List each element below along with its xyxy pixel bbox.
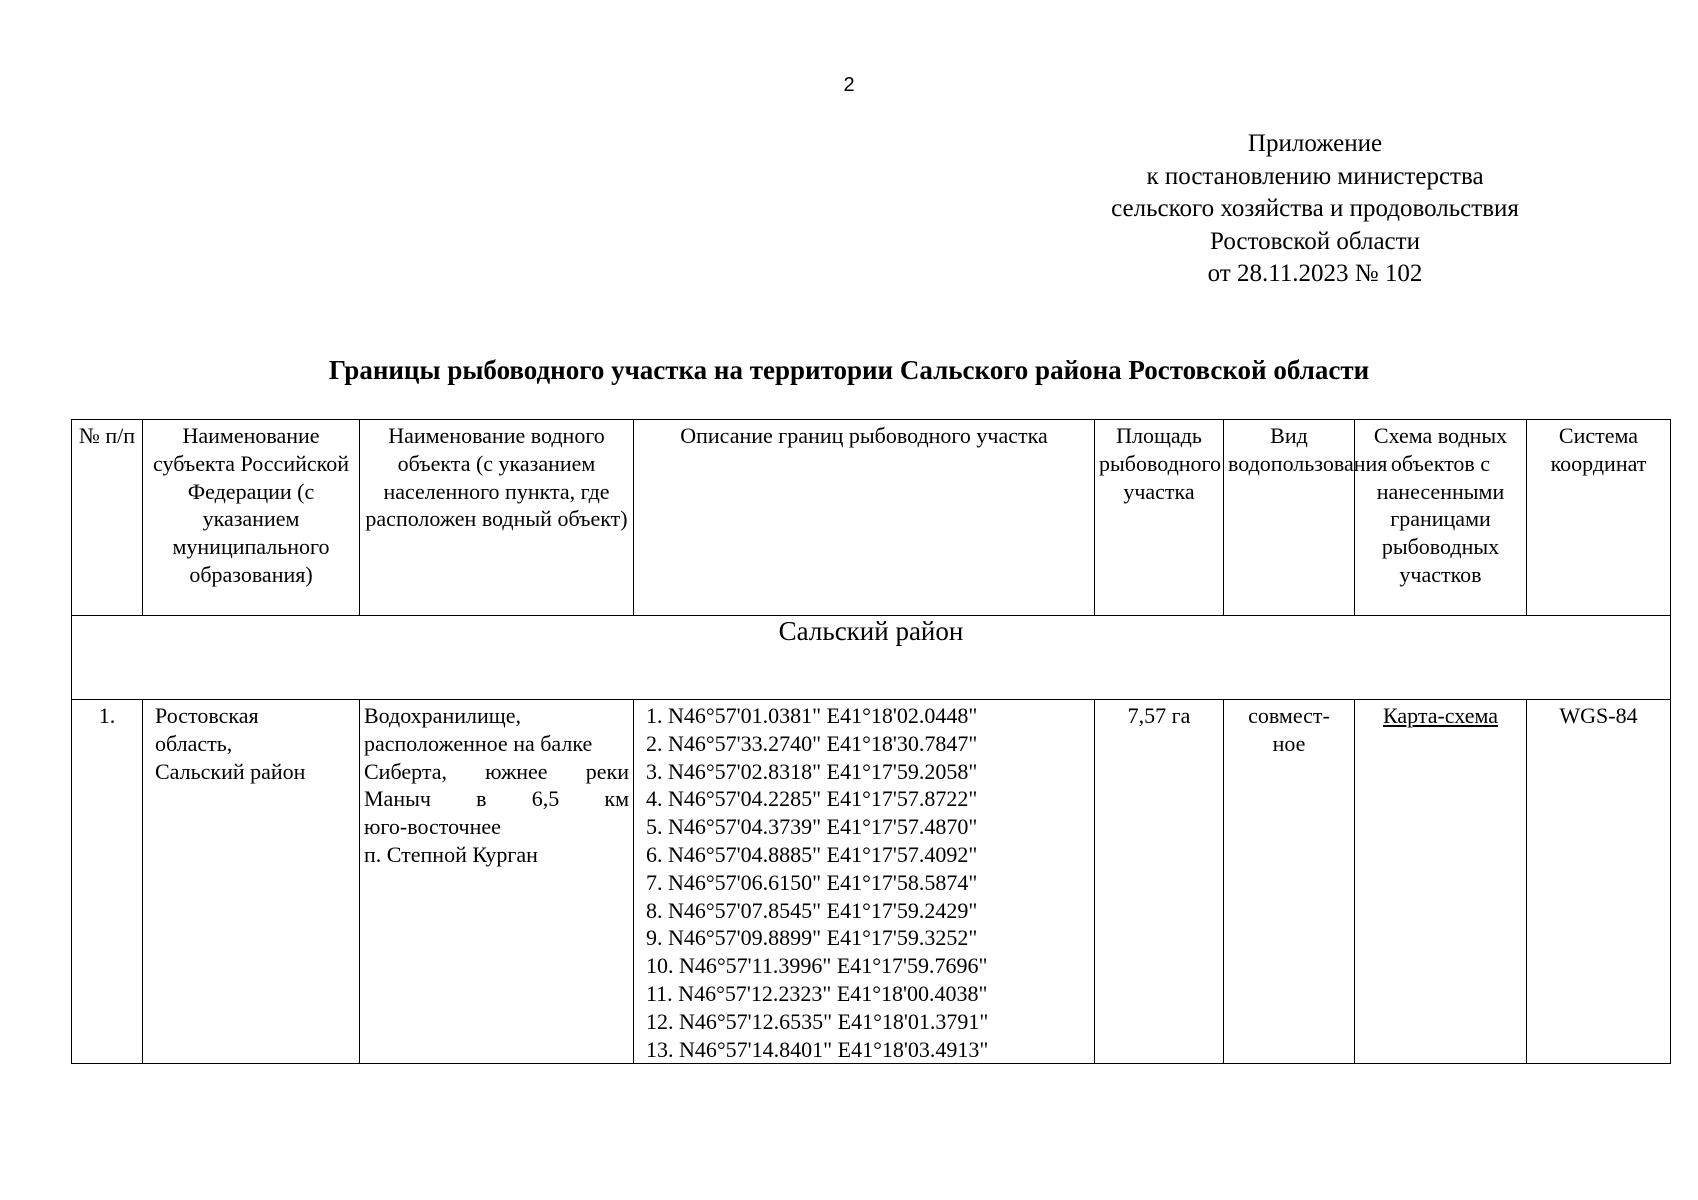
row-coordinates [634, 700, 1095, 1064]
document-title: Границы рыбоводного участка на территории Сальского района Ростовской области [328, 355, 1370, 385]
header-water-use: Вид водопользования [1224, 420, 1355, 616]
subject-line: Ростовская [155, 703, 259, 728]
row-coord-system: WGS-84 [1527, 700, 1671, 1064]
appendix-line: к постановлению министерства [1146, 162, 1484, 190]
row-water-object [360, 700, 634, 1064]
region-row [72, 616, 1671, 700]
header-coord-system: Система координат [1527, 420, 1671, 616]
header-water-object: Наименование водного объекта (с указанием населенного пункта, где расположен водный объект) [360, 420, 634, 616]
appendix-line: от 28.11.2023 № 102 [1207, 260, 1423, 287]
header-num: № п/п [72, 420, 143, 616]
row-subject [143, 700, 360, 1064]
water-object-line: юго-восточнее [364, 814, 501, 840]
row-scheme [1355, 700, 1527, 1064]
coordinate-point: 5. N46°57'04.3739" E41°17'57.4870" [646, 814, 978, 840]
coordinate-point: 4. N46°57'04.2285" E41°17'57.8722" [646, 786, 978, 812]
header-area: Площадь рыбоводного участка [1095, 420, 1224, 616]
coordinate-point: 11. N46°57'12.2323" E41°18'00.4038" [646, 980, 988, 1006]
coordinate-point: 13. N46°57'14.8401" E41°18'03.4913" [646, 1036, 989, 1062]
header-subject: Наименование субъекта Российской Федерации (с указанием муниципального образования) [143, 420, 360, 616]
row-area: 7,57 га [1095, 700, 1224, 1064]
coordinate-point: 9. N46°57'09.8899" E41°17'59.3252" [646, 925, 978, 951]
header-scheme: Схема водных объектов с нанесенными границами рыбоводных участков [1355, 420, 1527, 616]
water-use-line: совмест- [1248, 703, 1330, 728]
coordinate-point: 1. N46°57'01.0381" E41°18'02.0448" [646, 703, 978, 728]
table-row [72, 700, 1671, 1064]
coordinate-point: 10. N46°57'11.3996" E41°17'59.7696" [646, 953, 988, 979]
water-object-line: Сиберта, южнее реки [364, 758, 629, 784]
water-use-line: ное [1272, 730, 1306, 756]
page-number: 2 [843, 74, 855, 96]
table-header-row [72, 420, 1671, 616]
coordinate-point: 7. N46°57'06.6150" E41°17'58.5874" [646, 869, 978, 895]
water-object-line: расположенное на балке [364, 730, 593, 756]
row-water-use [1224, 700, 1355, 1064]
appendix-line: Ростовской области [1210, 227, 1420, 255]
boundaries-table [71, 419, 1671, 1064]
water-object-line: п. Степной Курган [364, 841, 538, 867]
coordinate-point: 6. N46°57'04.8885" E41°17'57.4092" [646, 841, 978, 867]
water-object-line: Водохранилище, [364, 703, 521, 728]
region-name: Сальский район [72, 616, 1671, 700]
coordinate-point: 3. N46°57'02.8318" E41°17'59.2058" [646, 758, 978, 784]
water-object-line: Маныч в 6,5 км [364, 786, 629, 812]
appendix-header [1040, 128, 1590, 291]
row-num: 1. [72, 700, 143, 1064]
subject-line: область, [155, 730, 233, 756]
appendix-line: сельского хозяйства и продовольствия [1111, 195, 1519, 222]
coordinate-point: 12. N46°57'12.6535" E41°18'01.3791" [646, 1008, 989, 1034]
coordinate-point: 2. N46°57'33.2740" E41°18'30.7847" [646, 730, 978, 756]
scheme-map-link[interactable]: Карта-схема [1382, 703, 1499, 728]
subject-line: Сальский район [155, 758, 306, 784]
appendix-line: Приложение [1247, 130, 1383, 157]
header-boundaries: Описание границ рыбоводного участка [634, 420, 1095, 616]
coordinate-point: 8. N46°57'07.8545" E41°17'59.2429" [646, 897, 978, 923]
